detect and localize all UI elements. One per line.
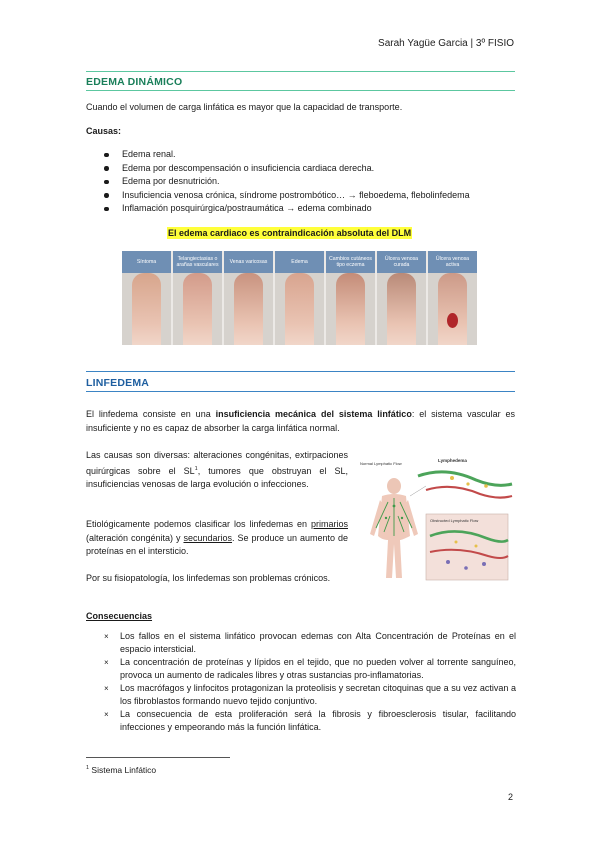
leg-photo [336, 273, 365, 345]
list-item: Insuficiencia venosa crónica, síndrome postrombótico… → fleboedema, flebolinfedema [104, 189, 514, 203]
section-rule-bottom [86, 391, 515, 392]
leg-photo [285, 273, 314, 345]
section-title-edema-dinamico: EDEMA DINÁMICO [86, 76, 183, 88]
section-rule-top [86, 371, 515, 372]
etiology-paragraph: Etiológicamente podemos clasificar los linfedemas en primarios (alteración congénita) y secundarios. Se produce un aumento de proteínas en el intersticio. [86, 519, 348, 556]
list-item: × La consecuencia de esta proliferación será la fibrosis y fibroesclerosis tisular, facilitando infecciones y empeorando más la función linfática. [104, 709, 516, 732]
section-rule-top [86, 71, 515, 72]
image-panel-label: Telangiectasias o arañas vasculares [173, 251, 222, 273]
definition-paragraph: El linfedema consiste en una insuficiencia mecánica del sistema linfático: el sistema vascular es insuficiente y no es capaz de absorber la carga linfática normal. [86, 409, 515, 433]
x-bullet-icon: × [104, 658, 109, 667]
list-item: Edema renal. [104, 148, 514, 162]
leg-photo [438, 273, 467, 345]
venous-insufficiency-image [122, 251, 477, 345]
warning-highlight: El edema cardiaco es contraindicación absoluta del DLM [168, 228, 412, 238]
consequences-title: Consecuencias [86, 611, 153, 621]
image-panel-label: Edema [275, 251, 324, 273]
list-item: × La concentración de proteínas y lípidos en el tejido, que no pueden volver al torrente sanguíneo, provoca un aumento de radicales libres y otras sustancias pro-inflamatorias. [104, 657, 516, 680]
figure-label-normal: Normal Lymphatic Flow [360, 461, 402, 466]
image-panel-label: Cambios cutáneos tipo eczema [326, 251, 375, 273]
figure-label-lymphedema: Lymphedema [438, 458, 467, 463]
leg-photo [387, 273, 416, 345]
image-panel [326, 251, 375, 345]
lymphedema-illustration [356, 456, 516, 582]
consequences-list [104, 630, 516, 734]
image-panel-label: Úlcera venosa curada [377, 251, 426, 273]
causes-label: Causas: [86, 126, 122, 136]
x-bullet-icon: × [104, 710, 109, 719]
leg-photo [132, 273, 161, 345]
page-header: Sarah Yagüe Garcia | 3º FISIO [378, 38, 514, 49]
footnote: $^1$ Sistema Linfático [86, 765, 157, 775]
ulcer-mark [447, 313, 459, 329]
image-panel-label: Úlcera venosa activa [428, 251, 477, 273]
image-panel-label: Síntoma [122, 251, 171, 273]
pathophysiology-paragraph: Por su fisiopatología, los linfedemas son problemas crónicos. [86, 573, 331, 583]
section-title-linfedema: LINFEDEMA [86, 377, 150, 389]
list-item: Inflamación posquirúrgica/postraumática → edema combinado [104, 202, 514, 216]
image-panel-label: Venas varicosas [224, 251, 273, 273]
leg-photo [234, 273, 263, 345]
image-panel [122, 251, 171, 345]
section-rule-bottom [86, 90, 515, 91]
list-item: × Los fallos en el sistema linfático provocan edemas con Alta Concentración de Proteínas en el espacio intersticial. [104, 631, 516, 654]
x-bullet-icon: × [104, 684, 109, 693]
footnote-rule [86, 757, 230, 758]
list-item: × Los macrófagos y linfocitos protagonizan la proteolisis y secretan citoquinas que a su vez activan a los fibroblastos formando nuevo tejido conjuntivo. [104, 683, 516, 706]
list-item: Edema por desnutrición. [104, 175, 514, 189]
image-panel [173, 251, 222, 345]
causes-list [104, 148, 514, 216]
leg-photo [183, 273, 212, 345]
x-bullet-icon: × [104, 632, 109, 641]
image-panel [224, 251, 273, 345]
page-number: 2 [507, 792, 513, 802]
intro-paragraph: Cuando el volumen de carga linfática es mayor que la capacidad de transporte. [86, 102, 403, 112]
causes-paragraph: Las causas son diversas: alteraciones congénitas, extirpaciones quirúrgicas sobre el $SL^1$, tumores que obstruyan el SL, insuficiencias venosas de larga evolución o infecciones. [86, 450, 348, 489]
list-item: Edema por descompensación o insuficiencia cardiaca derecha. [104, 162, 514, 176]
figure-label-obstructed: Obstructed Lymphatic Flow [430, 518, 479, 523]
image-panel [377, 251, 426, 345]
image-panel [275, 251, 324, 345]
image-panel [428, 251, 477, 345]
